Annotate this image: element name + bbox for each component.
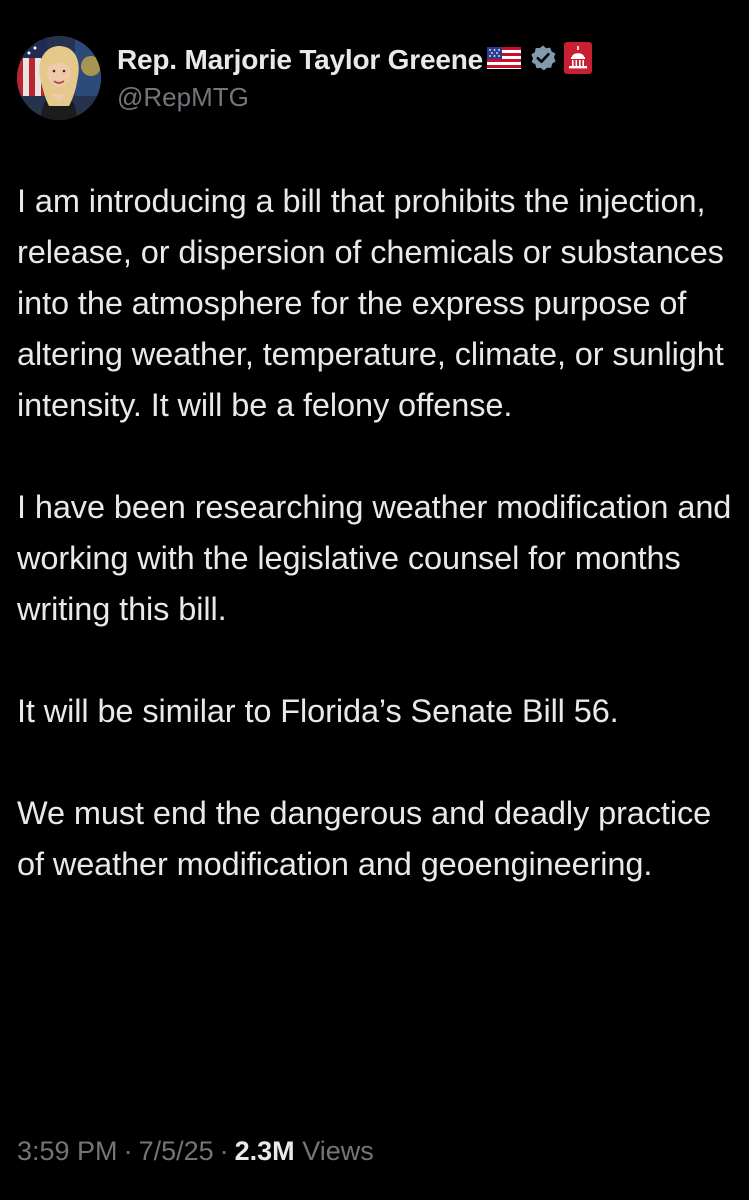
views-label: Views xyxy=(302,1136,374,1166)
tweet-paragraph: I am introducing a bill that prohibits the injection, release, or dispersion of chemicals or substances into the atmosphere for the express purpose of altering weather, temperature, climate, or sunlight intensity. It will be a felony offense. xyxy=(17,183,724,423)
tweet-paragraph: We must end the dangerous and deadly practice of weather modification and geoengineering. xyxy=(17,795,712,882)
tweet-paragraph: I have been researching weather modification and working with the legislative counsel for months writing this bill. xyxy=(17,489,732,627)
avatar[interactable] xyxy=(17,36,101,120)
tweet-text xyxy=(17,176,732,890)
tweet-header xyxy=(17,36,732,122)
tweet-date[interactable]: 7/5/25 xyxy=(138,1136,214,1166)
tweet-paragraph: It will be similar to Florida’s Senate Bill 56. xyxy=(17,693,619,729)
meta-separator: · xyxy=(219,1136,229,1166)
meta-separator: · xyxy=(123,1136,133,1166)
views-count[interactable]: 2.3M xyxy=(234,1136,295,1166)
tweet-meta xyxy=(17,1136,374,1167)
avatar-photo-icon xyxy=(17,36,101,120)
author-name-row xyxy=(117,42,717,78)
author-display-name[interactable]: Rep. Marjorie Taylor Greene xyxy=(117,44,483,75)
tweet-time[interactable]: 3:59 PM xyxy=(17,1136,118,1166)
author-handle[interactable]: @RepMTG xyxy=(117,82,249,112)
author-names xyxy=(117,42,717,113)
verified-badge-icon[interactable] xyxy=(529,44,557,77)
us-flag-icon xyxy=(487,47,521,74)
government-capitol-icon[interactable] xyxy=(564,42,592,79)
